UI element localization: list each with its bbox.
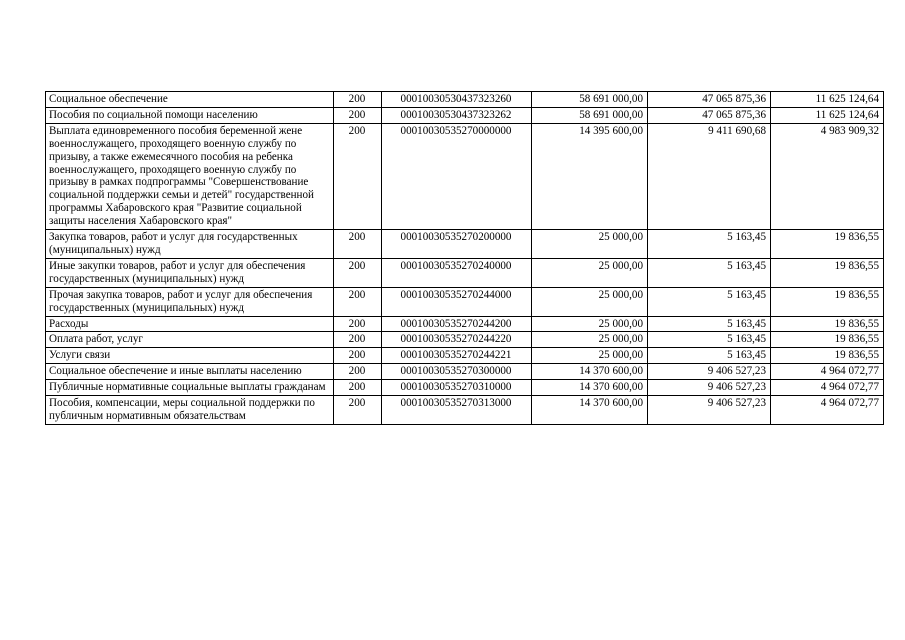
row-code-cell: 00010030530437323262 <box>382 107 532 123</box>
row-name-cell: Социальное обеспечение и иные выплаты населению <box>46 364 334 380</box>
row-code-cell: 00010030530437323260 <box>382 92 532 108</box>
row-executed-cell: 5 163,45 <box>648 348 771 364</box>
row-approved-cell: 14 395 600,00 <box>532 123 648 229</box>
row-code-cell: 00010030535270240000 <box>382 258 532 287</box>
row-name-cell: Закупка товаров, работ и услуг для государственных (муниципальных) нужд <box>46 230 334 259</box>
table-row <box>46 230 884 259</box>
row-unexecuted-cell: 4 964 072,77 <box>771 380 884 396</box>
row-admin-cell: 200 <box>334 258 382 287</box>
row-admin-cell: 200 <box>334 107 382 123</box>
table-row <box>46 287 884 316</box>
row-admin-cell: 200 <box>334 123 382 229</box>
table-row <box>46 258 884 287</box>
row-name-cell: Публичные нормативные социальные выплаты гражданам <box>46 380 334 396</box>
row-approved-cell: 25 000,00 <box>532 316 648 332</box>
row-approved-cell: 58 691 000,00 <box>532 107 648 123</box>
row-admin-cell: 200 <box>334 380 382 396</box>
row-unexecuted-cell: 19 836,55 <box>771 258 884 287</box>
row-executed-cell: 5 163,45 <box>648 287 771 316</box>
row-code-cell: 00010030535270244200 <box>382 316 532 332</box>
row-code-cell: 00010030535270313000 <box>382 396 532 425</box>
row-unexecuted-cell: 19 836,55 <box>771 230 884 259</box>
row-approved-cell: 14 370 600,00 <box>532 380 648 396</box>
row-approved-cell: 25 000,00 <box>532 332 648 348</box>
row-unexecuted-cell: 19 836,55 <box>771 348 884 364</box>
row-name-cell: Социальное обеспечение <box>46 92 334 108</box>
row-executed-cell: 9 406 527,23 <box>648 380 771 396</box>
row-admin-cell: 200 <box>334 348 382 364</box>
row-unexecuted-cell: 4 964 072,77 <box>771 364 884 380</box>
row-unexecuted-cell: 11 625 124,64 <box>771 92 884 108</box>
row-approved-cell: 25 000,00 <box>532 348 648 364</box>
row-code-cell: 00010030535270310000 <box>382 380 532 396</box>
table-row <box>46 396 884 425</box>
row-executed-cell: 5 163,45 <box>648 230 771 259</box>
row-admin-cell: 200 <box>334 396 382 425</box>
table-row <box>46 348 884 364</box>
row-approved-cell: 58 691 000,00 <box>532 92 648 108</box>
row-name-cell: Пособия по социальной помощи населению <box>46 107 334 123</box>
row-name-cell: Оплата работ, услуг <box>46 332 334 348</box>
table-row <box>46 364 884 380</box>
row-name-cell: Услуги связи <box>46 348 334 364</box>
row-admin-cell: 200 <box>334 332 382 348</box>
table-row <box>46 123 884 229</box>
row-code-cell: 00010030535270000000 <box>382 123 532 229</box>
row-executed-cell: 5 163,45 <box>648 258 771 287</box>
row-executed-cell: 5 163,45 <box>648 332 771 348</box>
row-executed-cell: 9 406 527,23 <box>648 364 771 380</box>
row-unexecuted-cell: 11 625 124,64 <box>771 107 884 123</box>
row-unexecuted-cell: 19 836,55 <box>771 316 884 332</box>
row-approved-cell: 25 000,00 <box>532 287 648 316</box>
row-admin-cell: 200 <box>334 230 382 259</box>
table-row <box>46 316 884 332</box>
row-approved-cell: 25 000,00 <box>532 258 648 287</box>
row-unexecuted-cell: 19 836,55 <box>771 287 884 316</box>
row-approved-cell: 14 370 600,00 <box>532 364 648 380</box>
row-executed-cell: 9 411 690,68 <box>648 123 771 229</box>
row-admin-cell: 200 <box>334 92 382 108</box>
budget-execution-table <box>45 91 884 425</box>
table-row <box>46 332 884 348</box>
row-unexecuted-cell: 4 983 909,32 <box>771 123 884 229</box>
row-name-cell: Выплата единовременного пособия беременной жене военнослужащего, проходящего военную службу по призыву, а также ежемесячного пособия на ребенка военнослужащего, проходящего военную службу по призыву в рамках подпрограммы "Совершенствование социальной поддержки семьи и детей" государственной программы Хабаровского края "Развитие социальной защиты населения Хабаровского края" <box>46 123 334 229</box>
row-code-cell: 00010030535270244221 <box>382 348 532 364</box>
row-approved-cell: 14 370 600,00 <box>532 396 648 425</box>
row-name-cell: Прочая закупка товаров, работ и услуг для обеспечения государственных (муниципальных) нужд <box>46 287 334 316</box>
row-code-cell: 00010030535270300000 <box>382 364 532 380</box>
row-code-cell: 00010030535270244000 <box>382 287 532 316</box>
row-admin-cell: 200 <box>334 316 382 332</box>
row-approved-cell: 25 000,00 <box>532 230 648 259</box>
row-unexecuted-cell: 4 964 072,77 <box>771 396 884 425</box>
row-admin-cell: 200 <box>334 364 382 380</box>
row-unexecuted-cell: 19 836,55 <box>771 332 884 348</box>
table-row <box>46 92 884 108</box>
table-body <box>46 92 884 425</box>
row-code-cell: 00010030535270200000 <box>382 230 532 259</box>
row-admin-cell: 200 <box>334 287 382 316</box>
row-executed-cell: 47 065 875,36 <box>648 107 771 123</box>
row-executed-cell: 9 406 527,23 <box>648 396 771 425</box>
row-name-cell: Пособия, компенсации, меры социальной поддержки по публичным нормативным обязательствам <box>46 396 334 425</box>
row-code-cell: 00010030535270244220 <box>382 332 532 348</box>
table-row <box>46 107 884 123</box>
row-name-cell: Иные закупки товаров, работ и услуг для обеспечения государственных (муниципальных) нужд <box>46 258 334 287</box>
table-row <box>46 380 884 396</box>
row-executed-cell: 47 065 875,36 <box>648 92 771 108</box>
row-name-cell: Расходы <box>46 316 334 332</box>
row-executed-cell: 5 163,45 <box>648 316 771 332</box>
